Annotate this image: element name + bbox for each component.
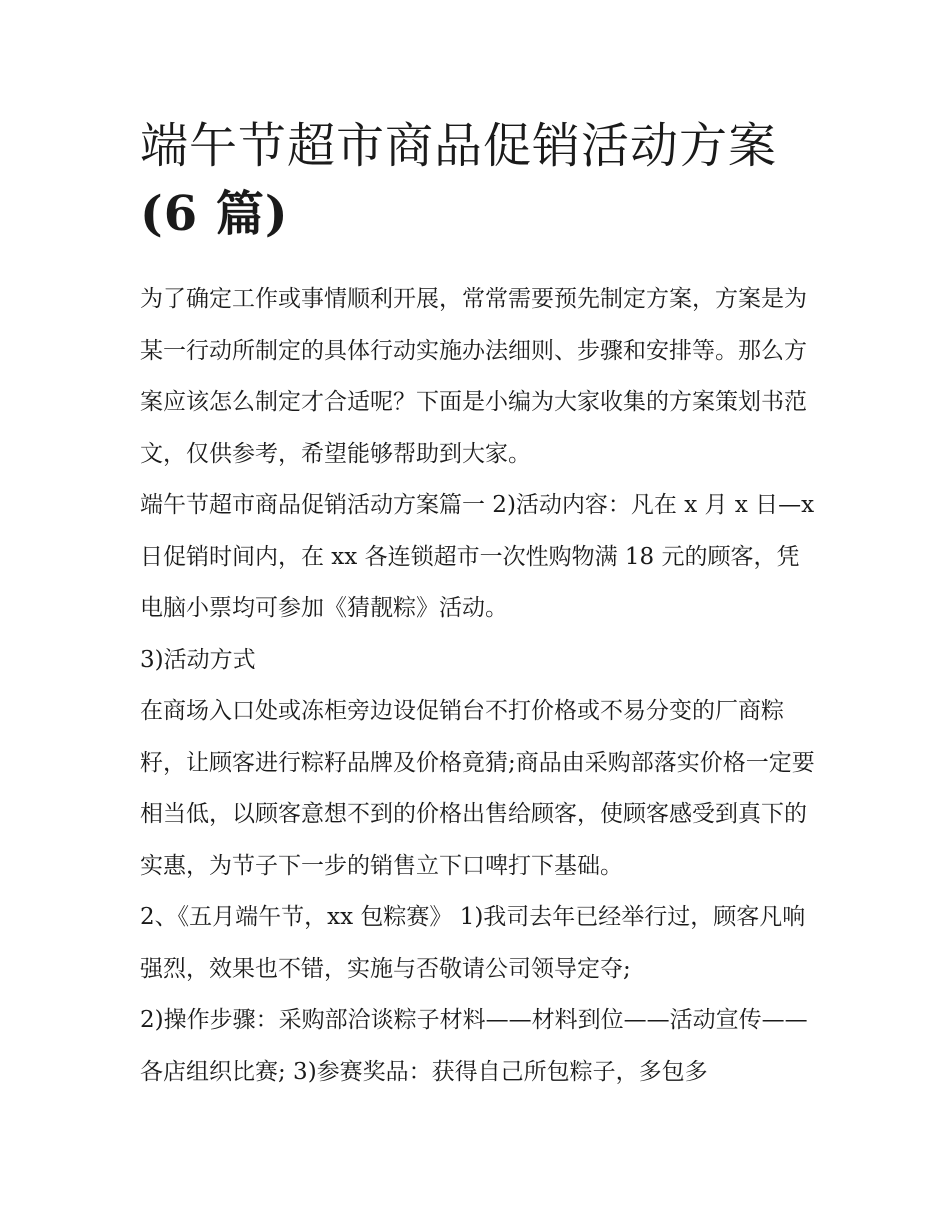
title-line-1: 端午节超市商品促销活动方案 [140, 118, 778, 174]
document-title [140, 112, 820, 248]
paragraph-activity-method-heading: 3)活动方式 [140, 646, 256, 673]
paragraph-activity-method: 在商场入口处或冻柜旁边设促销台不打价格或不易分变的厂商粽籽，让顾客进行粽籽品牌及价格竟猜;商品由采购部落实价格一定要相当低，以顾客意想不到的价格出售给顾客，使顾客感受到真下的实惠，为节子下一步的销售立下口啤打下基础。 [140, 698, 815, 879]
paragraph-operation-steps: 2)操作步骤：采购部洽谈粽子材料——材料到位——活动宣传——各店组织比赛; 3)参赛奖品：获得自己所包粽子，多包多 [140, 1007, 808, 1085]
title-line-2: (6 篇) [140, 186, 289, 242]
paragraph-activity-content: 端午节超市商品促销活动方案篇一 2)活动内容：凡在 x 月 x 日—x 日促销时间内，在 xx 各连锁超市一次性购物满 18 元的顾客，凭电脑小票均可参加《猜靓粽》活动。 [140, 492, 815, 621]
paragraph-intro: 为了确定工作或事情顺利开展，常常需要预先制定方案，方案是为某一行动所制定的具体行动实施办法细则、步骤和安排等。那么方案应该怎么制定才合适呢？下面是小编为大家收集的方案策划书范文，仅供参考，希望能够帮助到大家。 [140, 286, 807, 467]
document-body [140, 112, 820, 1098]
paragraph-zongzi-contest: 2、《五月端午节，xx 包粽赛》 1)我司去年已经举行过，顾客凡响强烈，效果也不错，实施与否敬请公司领导定夺; [140, 904, 806, 982]
